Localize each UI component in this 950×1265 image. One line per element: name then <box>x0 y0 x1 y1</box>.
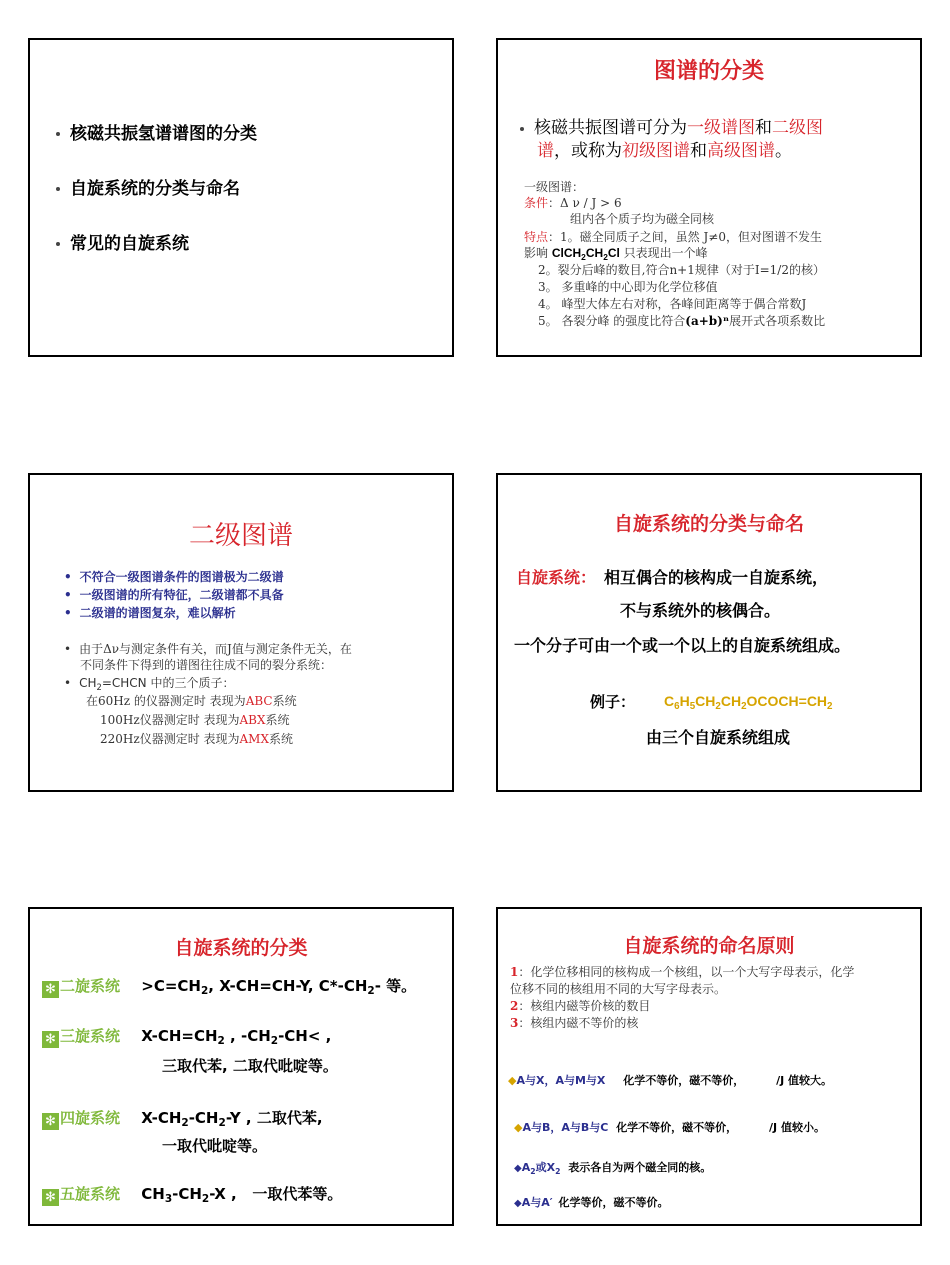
slide-title: 二级图谱 <box>188 521 293 551</box>
result-row: 100Hz仪器测定时 表现为ABX系统 <box>100 713 290 727</box>
principle-item: 2：核组内磁等价核的数目 <box>510 999 651 1013</box>
spin-row-text-2: 三取代苯, 二取代吡啶等。 <box>162 1057 338 1075</box>
rule-line: ◆A与B，A与B与C 化学不等价，磁不等价， /J 值较小。 <box>514 1121 825 1134</box>
outline-item <box>56 229 189 254</box>
spin-row-text: $X-CH_2-CH_2-Y$ , 二取代苯, <box>141 1109 323 1129</box>
outline-item-text: 核磁共振氢谱谱图的分类 <box>70 124 257 144</box>
level-one-heading: 一级图谱： <box>524 180 585 194</box>
spin-row-text: $>C=CH_2$, X-CH=CH-Y, $C*-CH_2-$ 等。 <box>141 977 417 997</box>
spin-row: ✻ 四旋系统 $X-CH_2-CH_2-Y$ , 二取代苯, <box>42 1107 323 1130</box>
definition-line-3: 一个分子可由一个或一个以上的自旋系统组成。 <box>514 636 851 655</box>
principle-item: 3：核组内磁不等价的核 <box>510 1016 639 1030</box>
condition-line: 条件：Δ ν / J > 6 <box>524 196 622 210</box>
intro-paragraph: 核磁共振图谱可分为一级谱图和二级图 谱，或称为初级图谱和高级图谱。 <box>520 117 823 163</box>
slide-title: 自旋系统的分类与命名 <box>613 513 804 535</box>
slide-title: 自旋系统的命名原则 <box>623 935 795 957</box>
result-row: 220Hz仪器测定时 表现为AMX系统 <box>100 732 294 746</box>
spin-row-text: $CH_3-CH_2-X$ , 一取代苯等。 <box>141 1185 343 1205</box>
rule-line: $◆A_2$或$X_2$ 表示各自为两个磁全同的核。 <box>514 1161 712 1176</box>
flower-icon: ✻ <box>42 1113 59 1130</box>
spin-row: ✻ 五旋系统 $CH_3-CH_2-X$ , 一取代苯等。 <box>42 1183 342 1206</box>
diamond-icon: ◆ <box>508 1074 517 1087</box>
slide-spin-system-naming <box>496 473 922 792</box>
feature-point: 3。 多重峰的中心即为化学位移值 <box>538 280 718 294</box>
key-point: • 一级图谱的所有特征，二级谱都不具备 <box>64 588 284 602</box>
feature-point: 2。裂分后峰的数目,符合n+1规律（对于I=1/2的核） <box>538 263 825 277</box>
molecule-line: • $CH_2=CHCN$ 中的三个质子： <box>64 676 235 692</box>
formula-dichloroethane: $ClCH_2CH_2Cl$ <box>551 246 620 262</box>
spin-row: ✻ 二旋系统 $>C=CH_2$, X-CH=CH-Y, $C*-CH_2-$ 等。 <box>42 975 416 998</box>
principle-item-cont: 位移不同的核组用不同的大写字母表示。 <box>510 982 727 996</box>
feature-point: 4。 峰型大体左右对称，各峰间距离等于偶合常数J <box>538 297 807 311</box>
diamond-icon: ◆ <box>514 1198 522 1209</box>
outline-item-text: 自旋系统的分类与命名 <box>70 179 240 199</box>
outline-item <box>56 174 240 199</box>
example-note: 由三个自旋系统组成 <box>646 728 791 747</box>
rule-line: ◆A与X，A与M与X 化学不等价，磁不等价， /J 值较大。 <box>508 1074 833 1087</box>
diamond-icon: ◆ <box>514 1163 522 1174</box>
key-point: • 不符合一级图谱条件的图谱极为二级谱 <box>64 570 284 584</box>
spin-row: ✻ 三旋系统 $X-CH=CH_2$ , $-CH_2-CH<$ , <box>42 1025 331 1048</box>
spin-row-text: $X-CH=CH_2$ , $-CH_2-CH<$ , <box>141 1027 332 1047</box>
principle-item: 1：化学位移相同的核构成一个核组，以一个大写字母表示，化学 <box>510 965 855 979</box>
slide-title: 图谱的分类 <box>653 59 764 84</box>
outline-item-text: 常见的自旋系统 <box>70 234 189 254</box>
diamond-icon: ◆ <box>514 1121 523 1134</box>
bullet-icon <box>520 127 524 131</box>
slide-title: 自旋系统的分类 <box>174 937 308 959</box>
note-line: • 由于Δν与测定条件有关，而J值与测定条件无关，在 <box>64 642 352 656</box>
flower-icon: ✻ <box>42 1189 59 1206</box>
spin-row-text-2: 一取代吡啶等。 <box>162 1137 268 1155</box>
example-label: 例子： <box>590 693 636 711</box>
slide-naming-principles <box>496 907 922 1226</box>
rule-line: ◆A与A′ 化学等价，磁不等价。 <box>514 1196 669 1209</box>
definition-line-2: 不与系统外的核偶合。 <box>620 601 781 620</box>
feature-line-2: 影响 $ClCH_2CH_2Cl$ 只表现出一个峰 <box>524 246 708 262</box>
flower-icon: ✻ <box>42 981 59 998</box>
slide-spin-system-types <box>28 907 454 1226</box>
outline-item <box>56 119 257 144</box>
feature-line: 特点：1。磁全同质子之间，虽然 J≠0，但对图谱不发生 <box>524 230 822 244</box>
note-line-2: 不同条件下得到的谱图往往成不同的裂分系统： <box>80 658 333 672</box>
a2-x2-symbol: $A_2$或$X_2$ <box>521 1161 561 1176</box>
condition-line-2: 组内各个质子均为磁全同核 <box>570 212 715 226</box>
key-point: • 二级谱的谱图复杂，难以解析 <box>64 606 236 620</box>
slide-spectrum-classification <box>496 38 922 357</box>
slide-second-order-spectrum <box>28 473 454 792</box>
result-row: 在60Hz 的仪器测定时 表现为ABC系统 <box>86 694 297 708</box>
bullet-icon <box>56 187 60 191</box>
flower-icon: ✻ <box>42 1031 59 1048</box>
example-formula: $C_6H_5CH_2CH_2OCOCH=CH_2$ <box>664 693 833 712</box>
slide-outline <box>28 38 454 357</box>
bullet-icon <box>56 242 60 246</box>
bullet-icon <box>56 132 60 136</box>
principle-list <box>510 964 854 1032</box>
key-points <box>64 568 284 622</box>
feature-point: 5。 各裂分峰 的强度比符合(a+b)ⁿ展开式各项系数比 <box>538 314 826 328</box>
definition-line: 自旋系统： 相互偶合的核构成一自旋系统， <box>516 568 829 587</box>
